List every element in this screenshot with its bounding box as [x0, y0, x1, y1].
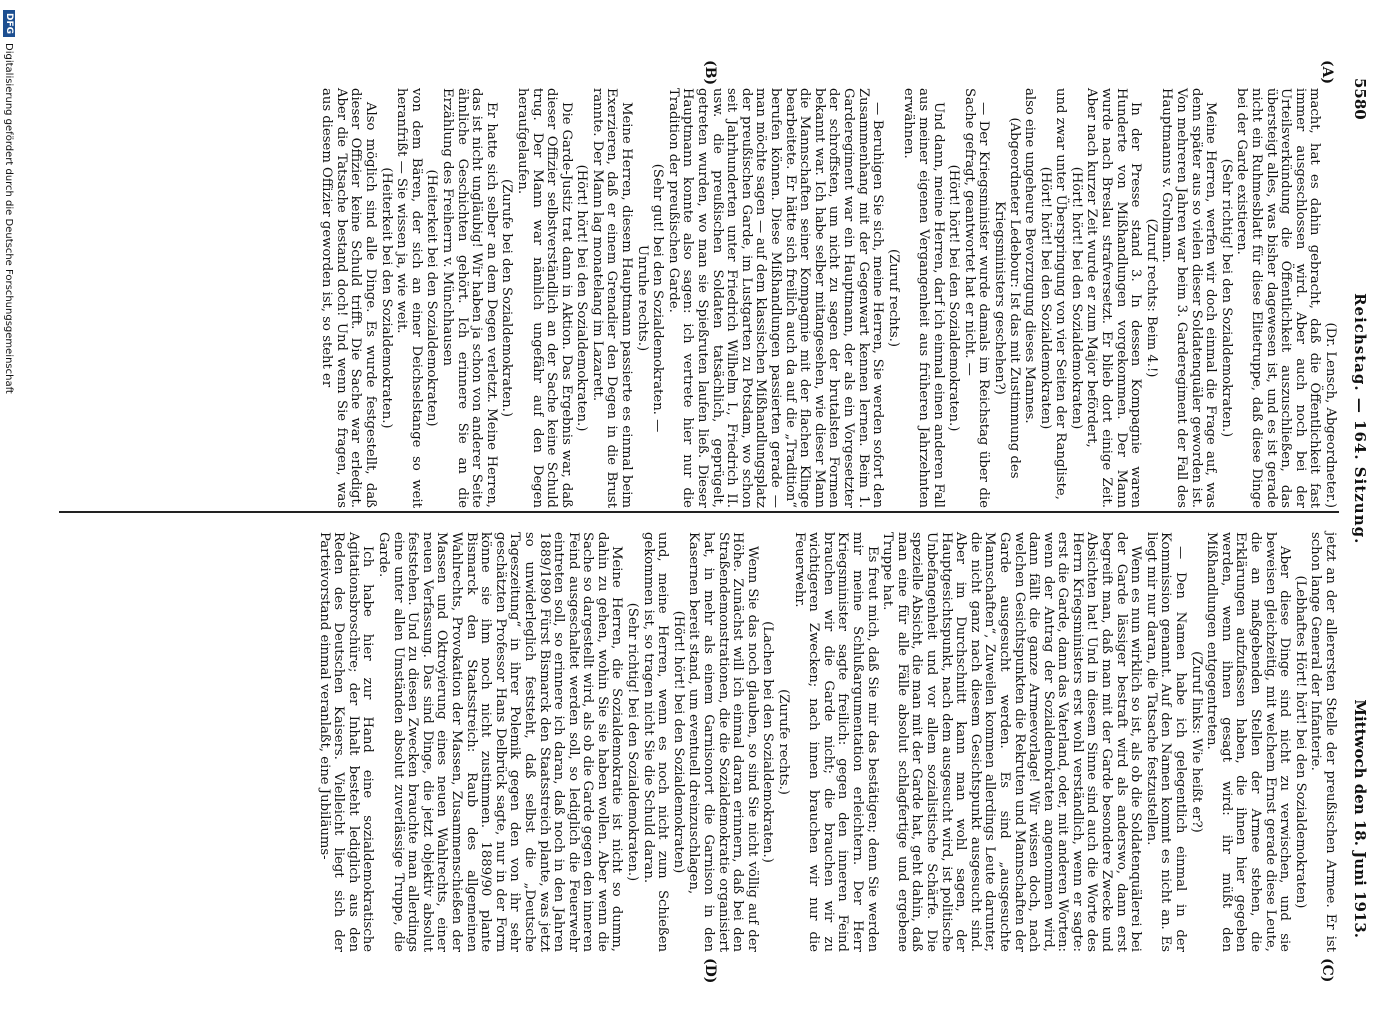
paragraph: von dem Bären, der sich an einer Deichselstange so weit heranfrißt — Sie wissen ja, wie weit. [394, 88, 424, 508]
paragraph: Wenn Sie das noch glauben, so sind Sie nicht völlig auf der Höhe. Zunächst will ich einmal daran erinnern, daß bei den Straßendemonstrationen, die die Sozialdemokratie organisiert hat, in mehr als einem Garnisonort die Garnison in den Kasernen bereit stand, um eventuell dreinzuschlagen, [686, 532, 760, 952]
paragraph: macht, hat es dahin gebracht, daß die Öffentlichkeit fast immer ausgeschlossen wird. Aber auch noch bei der Urteilsverkündung die Öffentlichkeit auszuschließen, das übersteigt alles, was bisher dagewesen ist, und es ist gerade nicht ein Ruhmesblatt für diese Elitetruppe, daß diese Dinge bei der Garde existieren. [1234, 88, 1323, 508]
interjection: (Heiterkeit bei den Sozialdemokraten) [424, 169, 440, 427]
interjection: (Hört! hört! bei den Sozialdemokraten.) [946, 164, 962, 432]
interjection: (Zurufe rechts.) [776, 689, 792, 795]
session-date: Mittwoch den 18. Juni 1913. [1351, 699, 1369, 938]
paragraph: Meine Herren, werfen wir doch einmal die Frage auf, was denn später aus so vielen dieser Soldatenquäler geworden ist. Von mehreren Jahren war beim 3. Garderegiment der Fall des Hauptmanns v. Grolmann. [1159, 88, 1219, 508]
paragraph: Wenn es nun wirklich so ist, als ob die Soldatenquälerei bei der Garde lässiger bestraft wird als anderswo, dann erst begreift man, daß man mit der Garde besondere Zwecke und Absichten hat! Und in diesem Sinne sind auch die Worte des Herrn Kriegsministers erst wohl verständlich, wenn er sagte: erst die Garde, dann das Vaterland, oder, mit anderen Worten: wenn der Antrag der Sozialdemokraten angenommen wird, dann fällt die ganze Armeevorlage! Wir wissen doch, nach welchen Gesichtspunkten die Rekruten und Mannschaften der Garde ausgesucht werden. Es sind „ausgesuchte Mannschaften“, Zuweilen kommen allerdings Leute darunter, die nicht ganz nach diesem Gesichtspunkt ausgesucht sind. Aber im Durchschnitt kann man wohl sagen, der Hauptgesichtspunkt, nach dem ausgesucht wird, ist politische Unbefangenheit und vor allem sozialistische Schärfe. Die spezielle Absicht, die man mit der Garde hat, geht dahin, daß man eine für alle Fälle absolut schlagfertige und ergebene Truppe hat. [880, 532, 1144, 952]
paragraph: Er hatte sich selber an dem Degen verletzt. Meine Herren, das ist nicht ungläubig! Wir haben ja schon von anderer Seite ähnliche Geschichten gehört. Ich erinnere Sie an die Erzählung des Freiherrn v. Münchhausen [439, 88, 499, 508]
paragraph: und, meine Herren, wenn es noch nicht zum Schießen gekommen ist, so tragen nicht Sie die Schuld daran. [640, 532, 671, 952]
digitization-credit [0, 0, 18, 1010]
dfg-logo: DFG [3, 10, 15, 37]
interjection: (Hört! hört! bei den Sozialdemokraten) [670, 610, 686, 874]
paragraph: Meine Herren, die Sozialdemokratie ist nicht so dumm, dahin zu gehen, wohin Sie sie haben wollen. Aber wenn die Sache so dargestellt wird, als ob die Garde gegen den inneren Feind ausgeschaltet werden soll, so lediglich die Feuerwehr eintreten soll, so erinnere ich daran, daß noch in den Jahren 1889/1890 Fürst Bismarck den Staatsstreich plante, was jetzt so unwiderleglich feststeht, daß selbst die „Deutsche Tageszeitung“ in ihrer Polemik gegen den von ihr sehr geschätzten Professor Hans Delbrück sagte, nur in der Form könne sie ihm noch nicht zustimmen. 1889/90 plante Bismarck den Staatsstreich: Raub des allgemeinen Wahlrechts, Provokation der Massen, Zusammenschießen der Massen und Oktroyierung eines neuen Wahlrechts, einer neuen Verfassung. Das sind Dinge, die jetzt objektiv absolut feststehen. Und zu diesen Zwecken brauchte man allerdings eine unter allen Umständen absolut zuverlässige Truppe, die Garde. [376, 532, 625, 952]
interjection: (Hört! hört! bei den Sozialdemokraten) [1068, 166, 1084, 430]
margin-marker-a: (A) [1319, 60, 1335, 85]
paragraph: Aber diese Dinge sind nicht zu verwischen, und sie beweisen gleichzeitig, mit welchem Ernst gerade diese Leute, die an maßgebenden Stellen der Armee stehen, die Erklärungen aufzufassen haben, die ihnen hier gegeben werden, wenn ihnen gesagt wird: ihr müßt den Mißhandlungen entgegentreten. [1204, 532, 1293, 952]
paragraph: Also möglich sind alle Dinge. Es wurde festgestellt, daß dieser Offizier keine Schuld trifft. Die Sache war erledigt. Aber die Tatsache bestand doch! Und wenn Sie fragen, was aus diesem Offizier geworden ist, so steht er [319, 88, 378, 508]
interjection: (Sehr richtig! bei den Sozialdemokraten.) [1218, 158, 1234, 438]
paragraph: Ich habe hier zur Hand eine sozialdemokratische Agitationsbroschüre; der Inhalt besteht lediglich aus den Reden des Deutschen Kaisers. Vielleicht liegt sich der Parteivorstand einmal veranlaßt, eine Jubiläums- [316, 532, 376, 952]
interjection: (Lebhaftes Hört! hört! bei den Sozialdemokraten) [1292, 575, 1308, 909]
paragraph: Meine Herren, diesem Hauptmann passierte es einmal beim Exerzieren, daß er einem Grenadier den Degen in die Brust rannte. Der Mann lag monatelang im Lazarett. [589, 88, 635, 508]
interjection: (Sehr richtig! bei den Sozialdemokraten.) [625, 602, 641, 882]
paragraph: Die Garde-Justiz trat dann in Aktion. Das Ergebnis war, daß dieser Offizier selbstverständlich an der Sache keine Schuld trug. Der Mann war nämlich ungefähr auf den Degen heraufgelaufen. [514, 88, 574, 508]
left-column [318, 88, 1337, 508]
paragraph: Es freut mich, daß Sie mir das bestätigen; denn Sie werden mir meine Schlußargumentation erleichtern. Der Herr Kriegsminister sagte freilich: gegen den inneren Feind brauchen wir die Garde nicht; die brauchen wir zu wichtigeren Zwecken; nach innen brauchen wir nur die Feuerwehr. [791, 532, 880, 952]
margin-marker-b: (B) [702, 60, 718, 86]
interjection: (Zurufe bei den Sozialdemokraten.) [499, 178, 515, 418]
margin-marker-d: (D) [702, 958, 718, 984]
paragraph: Und dann, meine Herren, darf ich einmal einen anderen Fall aus meiner eigenen Vergangenheit aus früheren Jahrzehnten erwähnen. [901, 88, 946, 508]
paragraph: und zwar unter Überspringung von vier Seiten der Rangliste, [1053, 88, 1069, 500]
interjection: (Hört! hört! bei den Sozialdemokraten) [1037, 166, 1053, 430]
interjection: (Heiterkeit bei den Sozialdemokraten.) [378, 167, 394, 429]
paragraph: — Beruhigen Sie sich, meine Herren, Sie werden sofort den Zusammenhang mit der Gegenwart kennen lernen. Beim 1. Garderegiment war ein Hauptmann, der als ein Vorgesetzter der schroffsten, um nicht zu sagen der brutalsten Formen bekannt war. Ich habe selber mitangesehen, wie dieser Mann die Mannschaften seiner Kompagnie mit der flachen Klinge bearbeitete. Er hätte sich freilich auch da auf die „Tradition“ berufen können. Diese Mißhandlungen passierten gerade — man möchte sagen — auf dem klassischen Mißhandlungsplatz der preußischen Garde, im Lustgarten zu Potsdam, wo schon seit Jahrhunderten unter Friedrich Wilhelm I., Friedrich II. usw. die preußischen Soldaten tatsächlich, geprügelt, getreten wurden, wo man sie Spießruten laufen ließ. Dieser Hauptmann konnte also sagen: ich vertrete hier nur die Tradition der preußischen Garde. [665, 88, 886, 508]
page-header [1344, 78, 1369, 938]
interjection: (Lachen bei den Sozialdemokraten.) [760, 621, 776, 863]
paragraph: — Den Namen habe ich gelegentlich einmal in der Kommission genannt. Auf den Namen kommt es nicht an. Es liegt mir nur daran, die Tatsache festzustellen. [1143, 532, 1189, 952]
margin-marker-c: (C) [1319, 958, 1335, 983]
speaker-line: (Dr. Lensch, Abgeordneter.) [1323, 322, 1338, 508]
interjection: Unruhe rechts.) [634, 244, 650, 352]
running-title: Reichstag. — 164. Sitzung. [1351, 293, 1369, 545]
credit-text: Digitalisierung gefördert durch die Deutsche Forschungsgemeinschaft [3, 43, 15, 394]
interjection: (Hört! hört! bei den Sozialdemokraten.) [574, 164, 590, 432]
interjection: (Abgeordneter Ledebour: Ist das mit Zustimmung des Kriegsministers geschehen?) [991, 117, 1022, 479]
column-divider [59, 511, 1339, 513]
paragraph: — Der Kriegsminister wurde damals im Reichstag über die Sache gefragt, geantwortet hat er nicht. — [961, 88, 992, 508]
paragraph: also eine ungeheure Bevorzugung dieses Mannes. [1022, 88, 1038, 424]
interjection: (Zuruf rechts: Beim 4.!) [1143, 218, 1159, 378]
interjection: (Sehr gut! bei den Sozialdemokraten. — [650, 163, 666, 433]
interjection: (Zuruf rechts.) [885, 248, 901, 348]
page-number: 5580 [1351, 78, 1369, 120]
interjection: (Zuruf links: Wie heißt er?) [1188, 651, 1204, 833]
paragraph: jetzt an der allerersten Stelle der preußischen Armee. Er ist schon lange General der Infanterie. [1308, 532, 1338, 952]
paragraph: In der Presse stand 3. In dessen Kompagnie waren Hunderte von Mißhandlungen vorgekommen. Der Mann wurde nach Breslau strafversetzt. Er blieb dort einige Zeit. Aber nach kurzer Zeit wurde er zum Major befördert, [1084, 88, 1144, 508]
right-column [315, 532, 1337, 952]
